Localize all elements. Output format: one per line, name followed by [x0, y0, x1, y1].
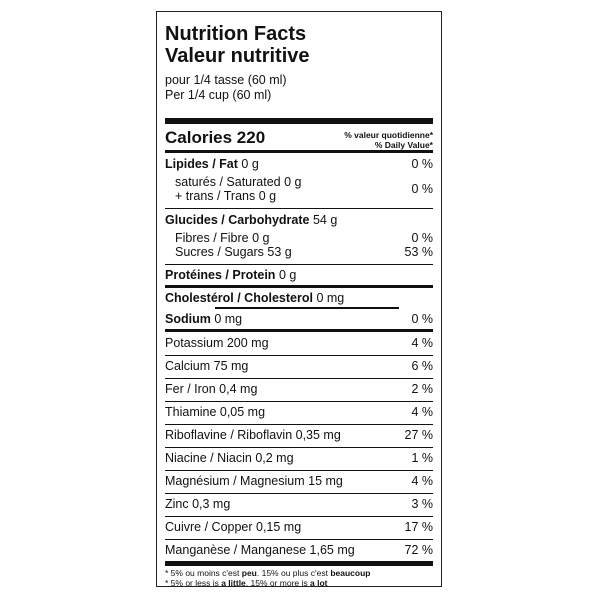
nutrient-row [165, 520, 433, 535]
nutrient-dv: 4 % [411, 474, 433, 488]
fat-row [165, 157, 433, 172]
trans-amount: 0 g [258, 189, 277, 203]
saturated-amount: 0 g [284, 175, 302, 189]
nutrition-facts-table [156, 11, 442, 587]
nutrient-label: Niacine / Niacin 0,2 mg [165, 451, 294, 465]
nutrient-row [165, 543, 433, 558]
carbohydrate-label: Glucides / Carbohydrate [165, 213, 310, 227]
nutrient-row [165, 451, 433, 466]
fibre-dv: 0 % [411, 231, 433, 245]
footnote-text: . 15% or more is [245, 578, 311, 588]
fibre-label: Fibres / Fibre 0 g [175, 231, 270, 245]
saturated-label: saturés / Saturated [175, 175, 281, 189]
nutrient-dv: 3 % [411, 497, 433, 511]
carbohydrate-row [165, 213, 433, 228]
nutrient-row [165, 405, 433, 420]
footnote-emphasis: a little [221, 578, 246, 588]
footnote-text: . 15% ou plus c'est [256, 568, 331, 578]
nutrient-label: Calcium 75 mg [165, 359, 249, 373]
divider [165, 493, 433, 494]
nutrient-dv: 4 % [411, 405, 433, 419]
divider-carb [165, 264, 433, 265]
nutrient-row [165, 359, 433, 374]
nutrient-row [165, 474, 433, 489]
fibre-row [175, 231, 433, 246]
nutrient-dv: 4 % [411, 336, 433, 350]
thick-divider-bottom [165, 561, 433, 566]
footnote-emphasis: peu [241, 568, 257, 578]
nutrient-dv: 72 % [404, 543, 433, 557]
saturated-row [175, 175, 433, 190]
nutrient-label: Manganèse / Manganese 1,65 mg [165, 543, 355, 557]
fat-amount: 0 g [241, 157, 259, 171]
divider [165, 424, 433, 425]
nutrient-label: Potassium 200 mg [165, 336, 269, 350]
nutrient-dv: 1 % [411, 451, 433, 465]
protein-amount: 0 g [278, 268, 297, 282]
sugars-row [175, 245, 433, 260]
daily-value-header-french: % valeur quotidienne* [344, 130, 433, 140]
nutrition-facts-inner [165, 12, 433, 586]
divider [165, 378, 433, 379]
calories-divider [165, 150, 433, 153]
nutrient-dv: 2 % [411, 382, 433, 396]
nutrient-row [165, 336, 433, 351]
carbohydrate-amount: 54 g [312, 213, 338, 227]
nutrient-label: Cuivre / Copper 0,15 mg [165, 520, 302, 534]
sugars-label: Sucres / Sugars 53 g [175, 245, 292, 259]
sodium-label: Sodium [165, 312, 211, 326]
trans-row [175, 189, 433, 204]
daily-value-header [344, 130, 433, 150]
title-english: Nutrition Facts [165, 23, 307, 45]
sodium-row [165, 312, 433, 327]
title-french: Valeur nutritive [165, 45, 310, 67]
trans-label: + trans / Trans [175, 189, 256, 203]
sodium-amount: 0 mg [214, 312, 243, 326]
fat-label: Lipides / Fat [165, 157, 238, 171]
divider [165, 447, 433, 448]
footnote-emphasis: beaucoup [330, 568, 371, 578]
nutrient-label: Zinc 0,3 mg [165, 497, 231, 511]
protein-row [165, 268, 433, 283]
cholesterol-amount: 0 mg [316, 291, 345, 305]
footnote-text: * 5% ou moins c'est [165, 568, 242, 578]
daily-value-header-english: % Daily Value* [374, 140, 433, 150]
thick-divider-top [165, 118, 433, 124]
divider-sodium [165, 329, 433, 332]
serving-size-english: Per 1/4 cup (60 ml) [165, 88, 272, 102]
divider [165, 355, 433, 356]
divider [165, 516, 433, 517]
footnote-text: * 5% or less is [165, 578, 222, 588]
nutrient-row [165, 428, 433, 443]
footnote-english [165, 578, 328, 589]
footnote-emphasis: a lot [310, 578, 328, 588]
sugars-dv: 53 % [404, 245, 433, 259]
fat-dv: 0 % [411, 157, 433, 171]
sodium-dv: 0 % [411, 312, 433, 326]
divider [165, 401, 433, 402]
sat-trans-dv: 0 % [411, 182, 433, 196]
cholesterol-row [165, 291, 433, 306]
divider-protein [165, 285, 433, 288]
nutrient-label: Magnésium / Magnesium 15 mg [165, 474, 343, 488]
calories: Calories 220 [165, 128, 266, 147]
nutrient-dv: 17 % [404, 520, 433, 534]
divider [165, 539, 433, 540]
nutrient-dv: 27 % [404, 428, 433, 442]
nutrient-row [165, 382, 433, 397]
nutrient-label: Fer / Iron 0,4 mg [165, 382, 258, 396]
divider-fat [165, 208, 433, 209]
serving-size-french: pour 1/4 tasse (60 ml) [165, 73, 287, 87]
cholesterol-underline [215, 307, 399, 309]
divider [165, 470, 433, 471]
cholesterol-label: Cholestérol / Cholesterol [165, 291, 313, 305]
nutrient-label: Riboflavine / Riboflavin 0,35 mg [165, 428, 341, 442]
nutrient-label: Thiamine 0,05 mg [165, 405, 266, 419]
nutrient-dv: 6 % [411, 359, 433, 373]
nutrient-row [165, 497, 433, 512]
protein-label: Protéines / Protein [165, 268, 276, 282]
